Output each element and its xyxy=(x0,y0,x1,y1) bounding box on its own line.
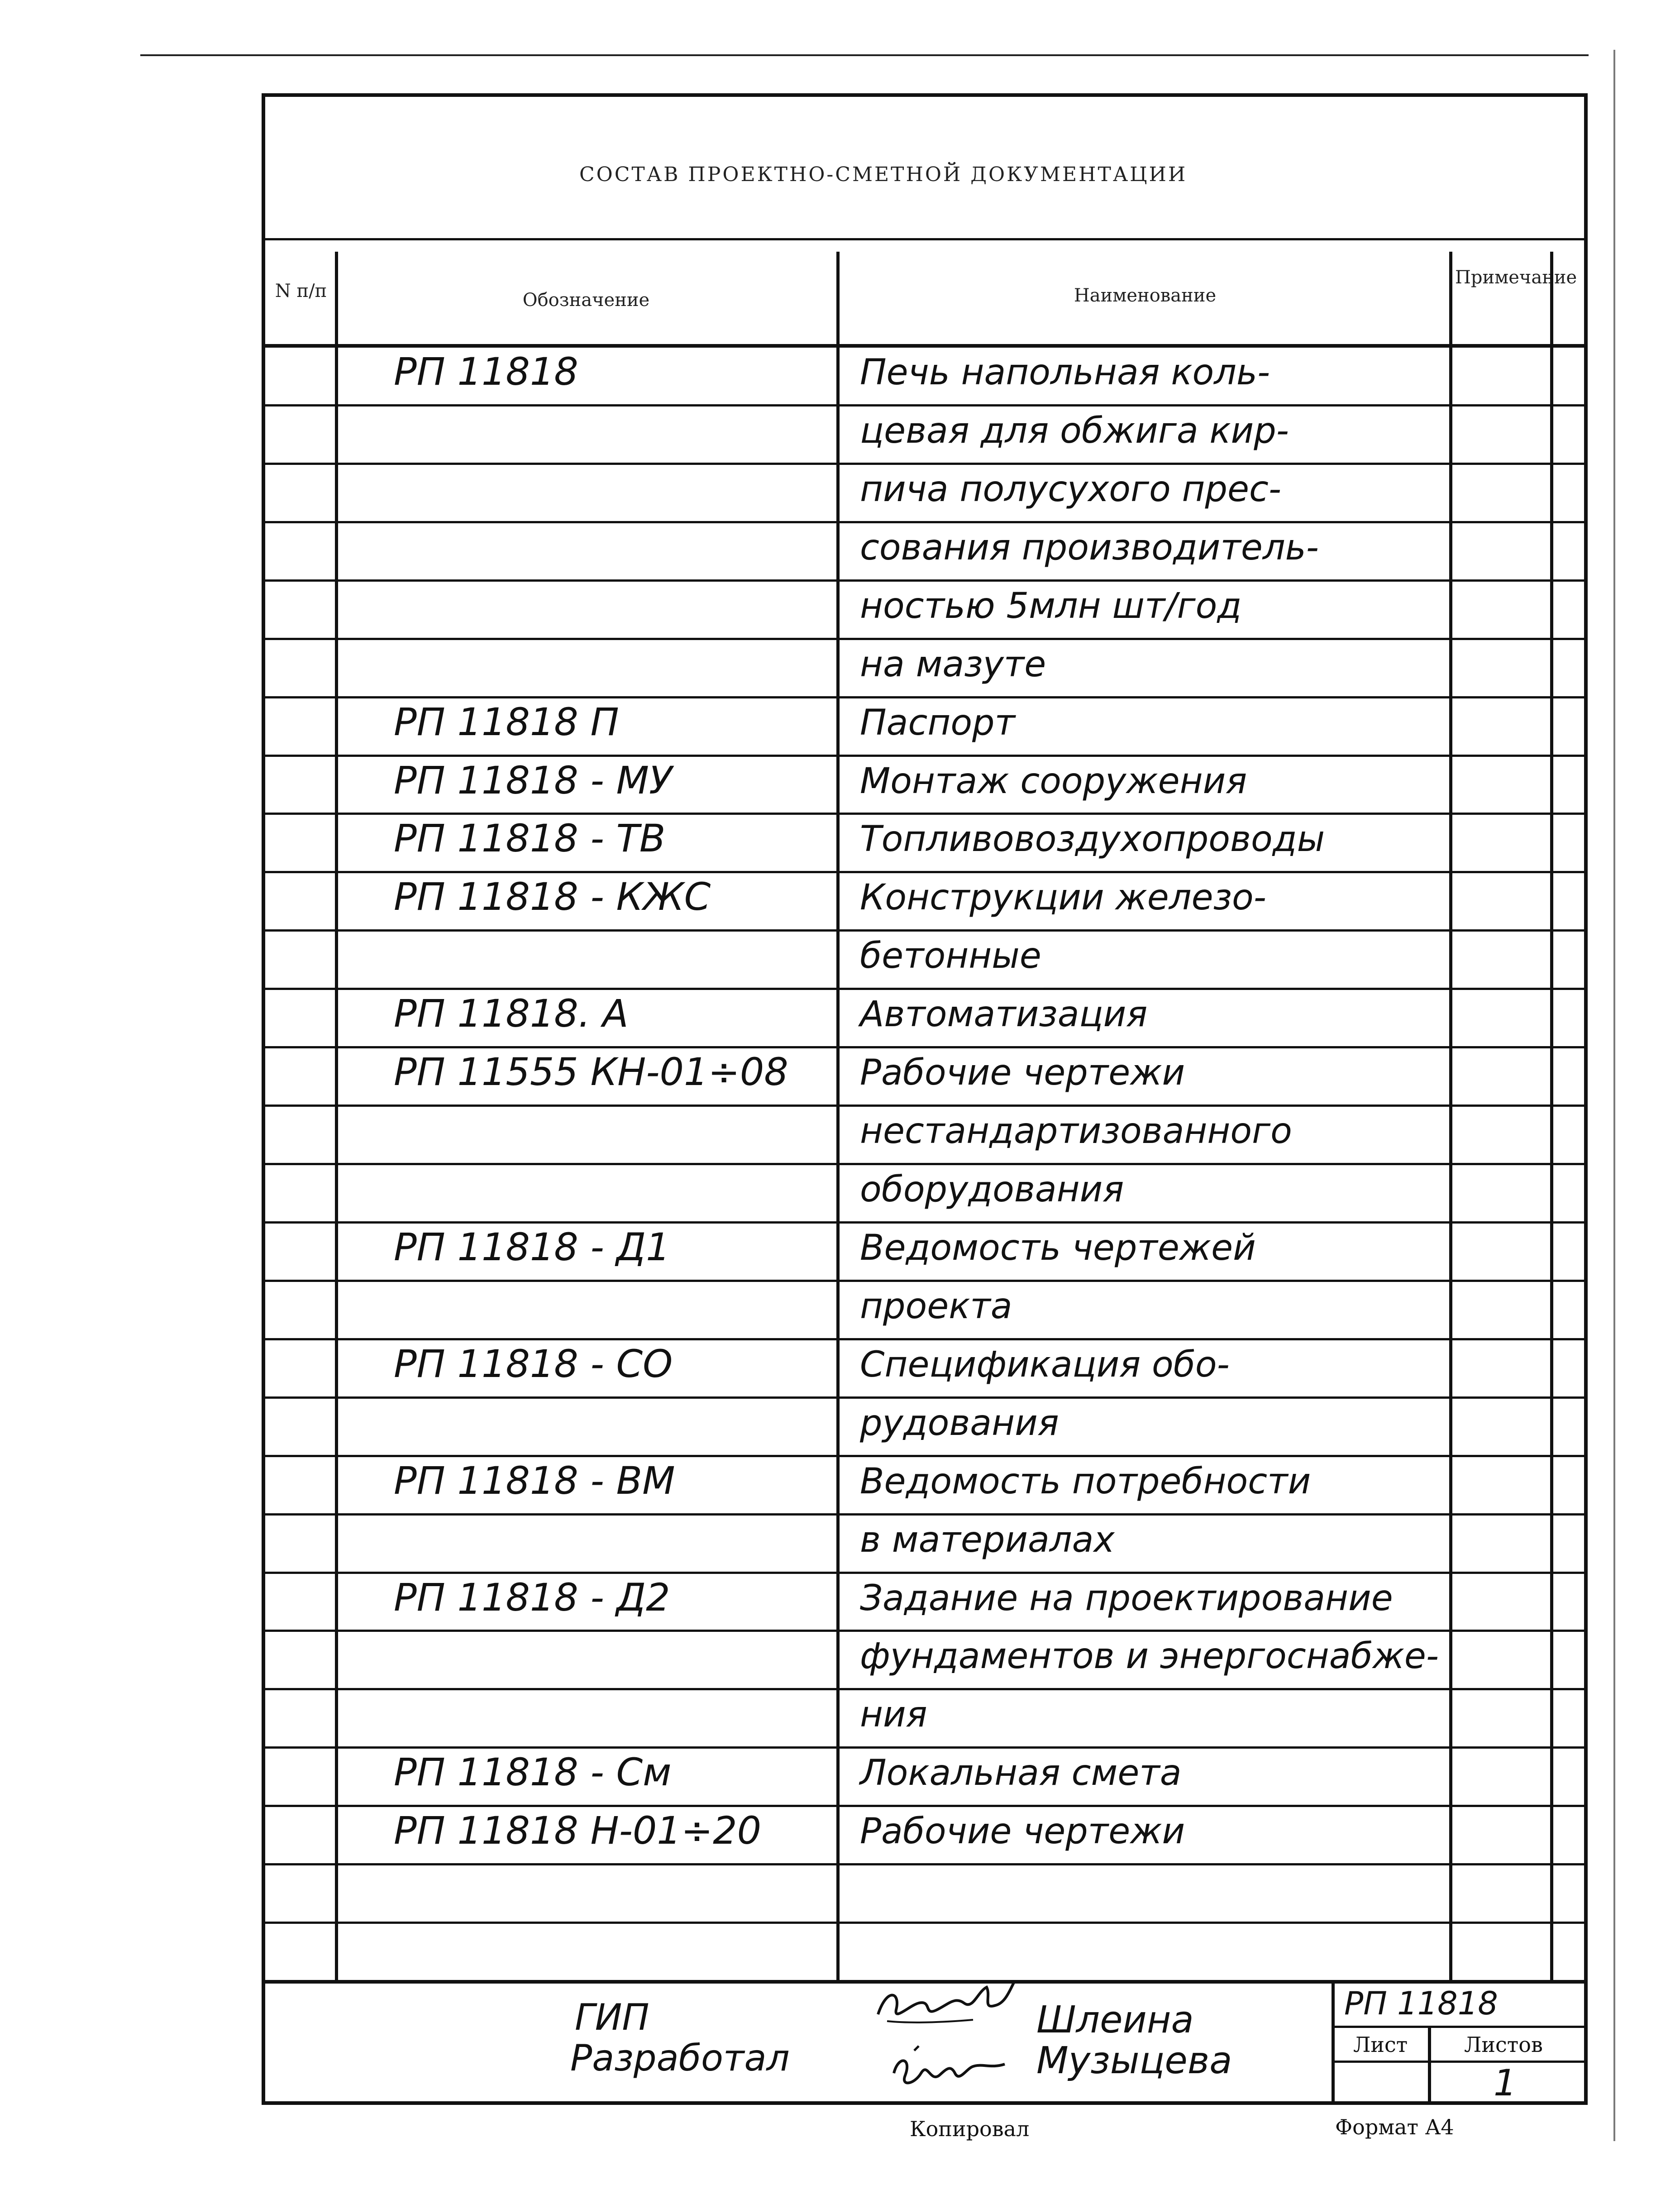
row-name: Монтаж сооружения xyxy=(860,760,1247,802)
developed-label: Разработал xyxy=(570,2037,790,2079)
row-divider xyxy=(262,696,1588,698)
row-name: Рабочие чертежи xyxy=(860,1811,1185,1852)
row-name: сования производитель- xyxy=(860,527,1319,568)
row-divider xyxy=(262,1163,1588,1165)
row-name: на мазуте xyxy=(860,644,1046,685)
row-name: ностью 5млн шт/год xyxy=(860,585,1242,626)
col-header-name: Наименование xyxy=(1074,285,1217,306)
row-name: Печь напольная коль- xyxy=(860,352,1270,393)
row-designation: РП 11818 - СО xyxy=(394,1341,673,1386)
title-block-line-3 xyxy=(1428,2026,1431,2105)
col-header-num: N п/п xyxy=(275,281,327,301)
header-divider xyxy=(262,238,1588,240)
row-divider xyxy=(262,1104,1588,1107)
row-divider xyxy=(262,929,1588,932)
row-divider xyxy=(262,1455,1588,1457)
column-header-divider xyxy=(262,344,1588,348)
sheets-label: Листов xyxy=(1464,2032,1543,2057)
sheet-label: Лист xyxy=(1353,2032,1408,2057)
col-header-note: Примечание xyxy=(1455,267,1577,288)
row-designation: РП 11818 xyxy=(394,349,578,394)
col-separator-4 xyxy=(1550,252,1553,1984)
row-designation: РП 11818 - КЖС xyxy=(394,875,711,919)
copied-label: Копировал xyxy=(910,2117,1030,2141)
signature-developer xyxy=(887,2042,1023,2096)
row-divider xyxy=(262,1513,1588,1516)
row-divider xyxy=(262,463,1588,465)
row-name: нестандартизованного xyxy=(860,1111,1292,1152)
row-divider xyxy=(262,1922,1588,1924)
row-designation: РП 11818 - ВМ xyxy=(394,1458,675,1503)
row-name: рудования xyxy=(860,1402,1059,1444)
col-separator-2 xyxy=(836,252,840,1984)
row-designation: РП 11818 - МУ xyxy=(394,758,673,803)
row-name: Ведомость потребности xyxy=(860,1461,1311,1502)
title-block-line-1 xyxy=(1332,2026,1588,2028)
row-name: Топливовоздухопроводы xyxy=(860,819,1325,860)
row-designation: РП 11555 КН-01÷08 xyxy=(394,1050,788,1095)
scan-edge-top xyxy=(140,54,1589,56)
row-divider xyxy=(262,404,1588,406)
row-name: в материалах xyxy=(860,1519,1115,1560)
row-name: Локальная смета xyxy=(860,1753,1182,1794)
gip-label: ГИП xyxy=(575,1996,649,2038)
row-divider xyxy=(262,1630,1588,1632)
row-divider xyxy=(262,1688,1588,1690)
row-name: Рабочие чертежи xyxy=(860,1052,1185,1094)
row-name: Паспорт xyxy=(860,702,1016,743)
row-name: цевая для обжига кир- xyxy=(860,410,1289,451)
title-block-line-2 xyxy=(1332,2061,1588,2063)
row-name: Ведомость чертежей xyxy=(860,1227,1256,1268)
title-block-separator xyxy=(1332,1980,1335,2105)
row-designation: РП 11818 Н-01÷20 xyxy=(394,1808,762,1853)
row-divider xyxy=(262,1396,1588,1399)
title-block-doc-code: РП 11818 xyxy=(1344,1985,1498,2022)
row-name: Автоматизация xyxy=(860,994,1148,1035)
sheets-value: 1 xyxy=(1494,2062,1517,2104)
row-divider xyxy=(262,521,1588,523)
row-divider xyxy=(262,1221,1588,1224)
document-title: СОСТАВ ПРОЕКТНО-СМЕТНОЙ ДОКУМЕНТАЦИИ xyxy=(579,163,1188,186)
row-designation: РП 11818 - Д1 xyxy=(394,1224,670,1269)
col-header-designation: Обозначение xyxy=(522,290,650,311)
col-separator-1 xyxy=(335,252,338,1984)
row-divider xyxy=(262,1046,1588,1048)
row-designation: РП 11818 - См xyxy=(394,1750,672,1795)
row-divider xyxy=(262,813,1588,815)
row-designation: РП 11818 П xyxy=(394,699,619,744)
row-divider xyxy=(262,1280,1588,1282)
drawing-frame xyxy=(262,93,1588,2105)
format-label: Формат А4 xyxy=(1335,2115,1454,2139)
row-divider xyxy=(262,1572,1588,1574)
row-name: пича полусухого прес- xyxy=(860,469,1282,510)
row-divider xyxy=(262,755,1588,757)
col-separator-3 xyxy=(1449,252,1452,1984)
row-name: Задание на проектирование xyxy=(860,1578,1393,1619)
row-name: ния xyxy=(860,1694,927,1736)
row-name: фундаментов и энергоснабже- xyxy=(860,1636,1439,1677)
scan-edge-right xyxy=(1613,50,1615,2141)
row-designation: РП 11818. А xyxy=(394,991,629,1036)
row-name: Спецификация обо- xyxy=(860,1344,1230,1385)
row-divider xyxy=(262,1746,1588,1749)
row-designation: РП 11818 - Д2 xyxy=(394,1575,670,1620)
row-name: проекта xyxy=(860,1286,1012,1327)
row-divider xyxy=(262,1805,1588,1807)
row-divider xyxy=(262,988,1588,990)
gip-name: Шлеина xyxy=(1036,1999,1194,2042)
row-name: оборудования xyxy=(860,1169,1124,1210)
row-divider xyxy=(262,638,1588,640)
row-designation: РП 11818 - ТВ xyxy=(394,816,666,861)
row-divider xyxy=(262,1338,1588,1340)
row-divider xyxy=(262,1863,1588,1865)
row-divider xyxy=(262,579,1588,582)
row-name: Конструкции железо- xyxy=(860,877,1266,918)
row-name: бетонные xyxy=(860,936,1041,977)
developer-name: Музыцева xyxy=(1036,2039,1232,2082)
row-divider xyxy=(262,871,1588,873)
